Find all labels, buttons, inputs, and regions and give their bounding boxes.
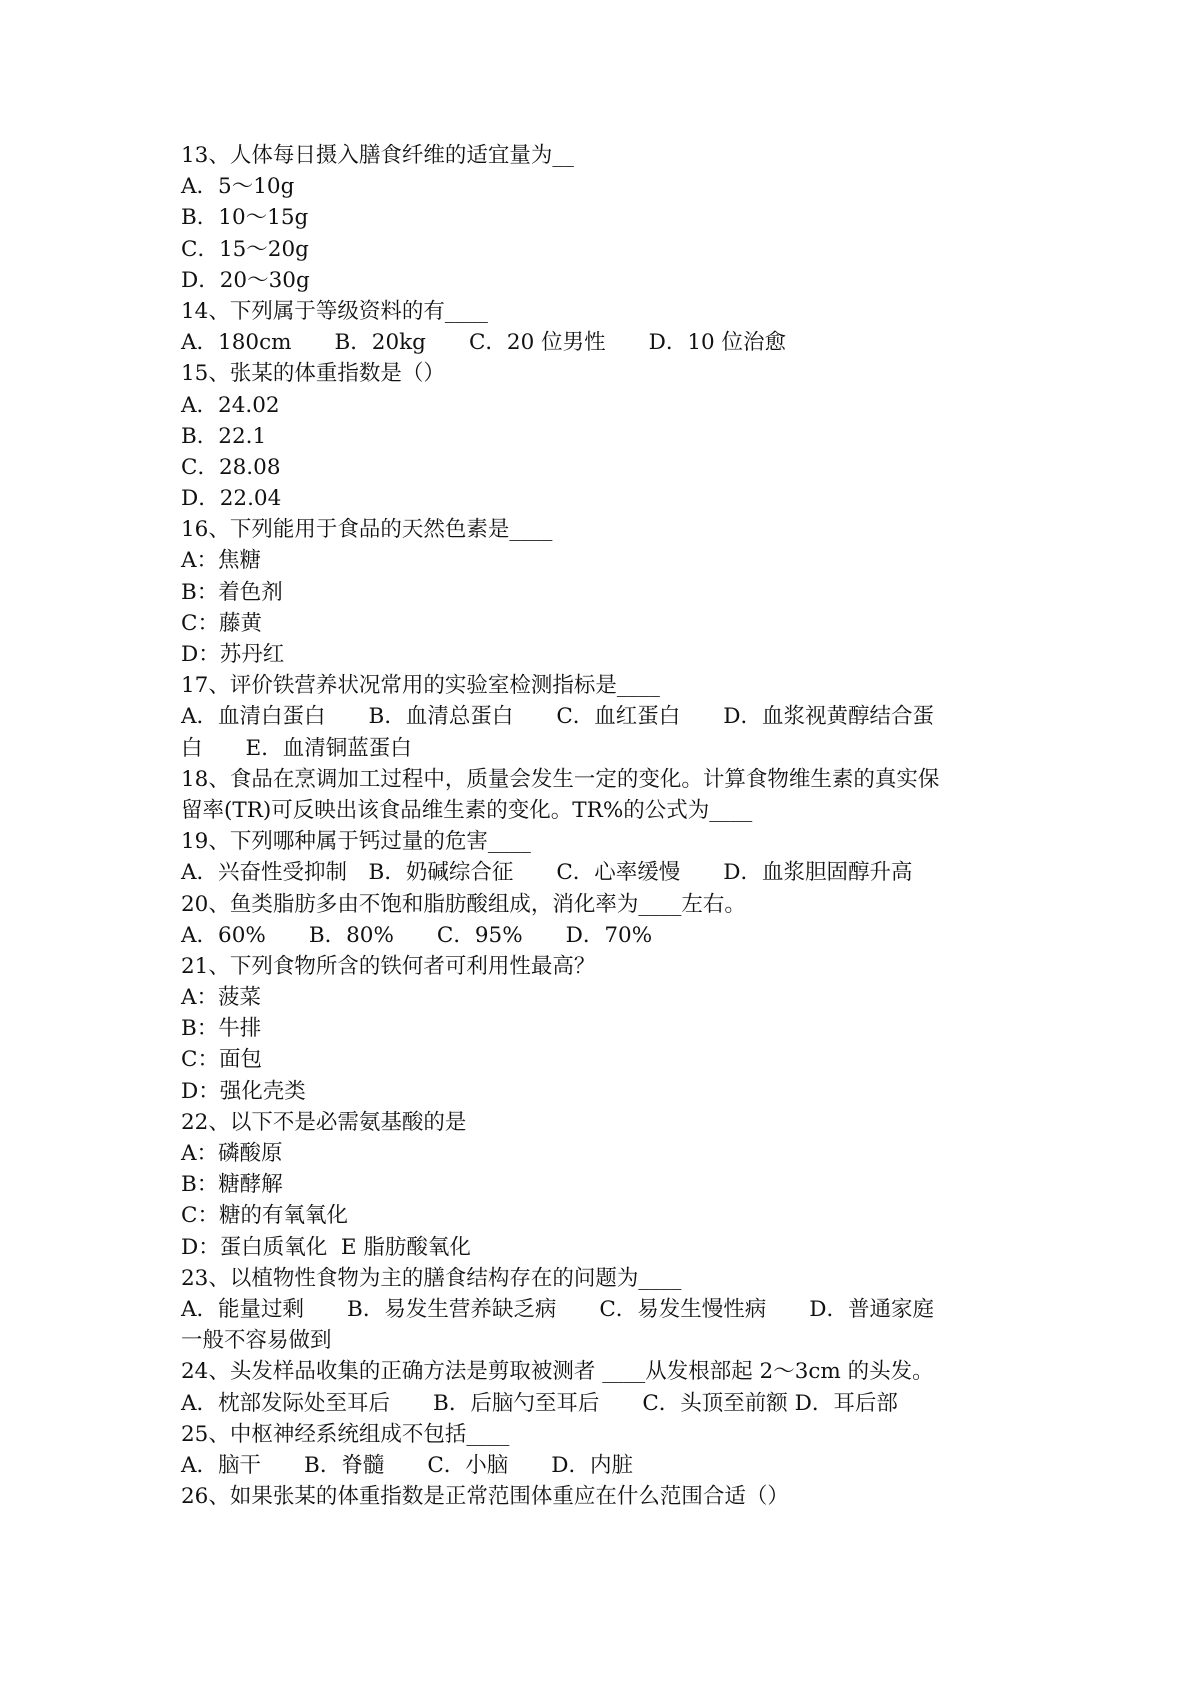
- question-18-stem-line-1: 18、食品在烹调加工过程中，质量会发生一定的变化。计算食物维生素的真实保: [181, 766, 940, 792]
- question-22-option-a: A：磷酸原: [181, 1141, 283, 1166]
- question-15-stem: 15、张某的体重指数是（）: [181, 361, 445, 387]
- question-text-block: [181, 140, 1021, 1512]
- question-22-option-b: B：糖酵解: [181, 1172, 283, 1198]
- question-21-stem: 21、下列食物所含的铁何者可利用性最高？: [181, 953, 596, 979]
- question-13-option-b: B．10～15g: [181, 205, 309, 231]
- question-24-options: A．枕部发际处至耳后 B．后脑勺至耳后 C．头顶至前额 D．耳后部: [181, 1390, 898, 1416]
- question-13-stem: 13、人体每日摄入膳食纤维的适宜量为__: [181, 143, 574, 168]
- question-24-stem: 24、头发样品收集的正确方法是剪取被测者 ____从发根部起 2～3cm 的头发。: [181, 1359, 934, 1385]
- question-20-stem: 20、鱼类脂肪多由不饱和脂肪酸组成，消化率为____左右。: [181, 891, 746, 917]
- question-15-option-b: B．22.1: [181, 423, 267, 449]
- question-15-option-d: D．22.04: [181, 486, 282, 512]
- question-17-options-line-2: 白 E．血清铜蓝蛋白: [181, 735, 412, 761]
- question-13-option-a: A．5～10g: [181, 174, 295, 200]
- question-14-stem: 14、下列属于等级资料的有____: [181, 298, 488, 324]
- question-15-option-c: C．28.08: [181, 454, 281, 480]
- question-21-option-b: B：牛排: [181, 1016, 262, 1042]
- question-15-option-a: A．24.02: [181, 392, 280, 418]
- question-14-options: A．180cm B．20kg C．20 位男性 D．10 位治愈: [181, 330, 787, 356]
- question-18-stem-line-2: 留率(TR)可反映出该食品维生素的变化。TR%的公式为____: [181, 797, 753, 823]
- question-21-option-c: C：面包: [181, 1047, 262, 1073]
- question-13-option-d: D．20～30g: [181, 267, 310, 293]
- question-13-option-c: C．15～20g: [181, 236, 309, 262]
- question-16-option-d: D：苏丹红: [181, 642, 285, 667]
- question-16-stem: 16、下列能用于食品的天然色素是____: [181, 517, 553, 543]
- question-25-options: A．脑干 B．脊髓 C．小脑 D．内脏: [181, 1452, 634, 1478]
- question-19-options: A．兴奋性受抑制 B．奶碱综合征 C．心率缓慢 D．血浆胆固醇升高: [181, 860, 913, 886]
- question-16-option-b: B：着色剂: [181, 579, 283, 605]
- question-21-option-d: D：强化壳类: [181, 1078, 306, 1104]
- question-21-option-a: A：菠菜: [181, 985, 262, 1011]
- question-22-option-c: C：糖的有氧氧化: [181, 1203, 348, 1229]
- question-19-stem: 19、下列哪种属于钙过量的危害____: [181, 829, 531, 855]
- question-17-options-line-1: A．血清白蛋白 B．血清总蛋白 C．血红蛋白 D．血浆视黄醇结合蛋: [181, 704, 935, 730]
- question-26-stem: 26、如果张某的体重指数是正常范围体重应在什么范围合适（）: [181, 1484, 789, 1510]
- question-23-stem: 23、以植物性食物为主的膳食结构存在的问题为____: [181, 1265, 682, 1291]
- question-16-option-c: C：藤黄: [181, 610, 262, 636]
- question-17-stem: 17、评价铁营养状况常用的实验室检测指标是____: [181, 673, 660, 699]
- question-22-stem: 22、以下不是必需氨基酸的是: [181, 1109, 467, 1135]
- question-23-options-line-1: A．能量过剩 B．易发生营养缺乏病 C．易发生慢性病 D．普通家庭: [181, 1296, 935, 1322]
- question-25-stem: 25、中枢神经系统组成不包括____: [181, 1421, 510, 1447]
- question-16-option-a: A：焦糖: [181, 548, 262, 574]
- question-22-option-d-e: D：蛋白质氧化 E 脂肪酸氧化: [181, 1234, 471, 1260]
- question-20-options: A．60% B．80% C．95% D．70%: [181, 922, 653, 948]
- question-23-options-line-2: 一般不容易做到: [181, 1328, 332, 1354]
